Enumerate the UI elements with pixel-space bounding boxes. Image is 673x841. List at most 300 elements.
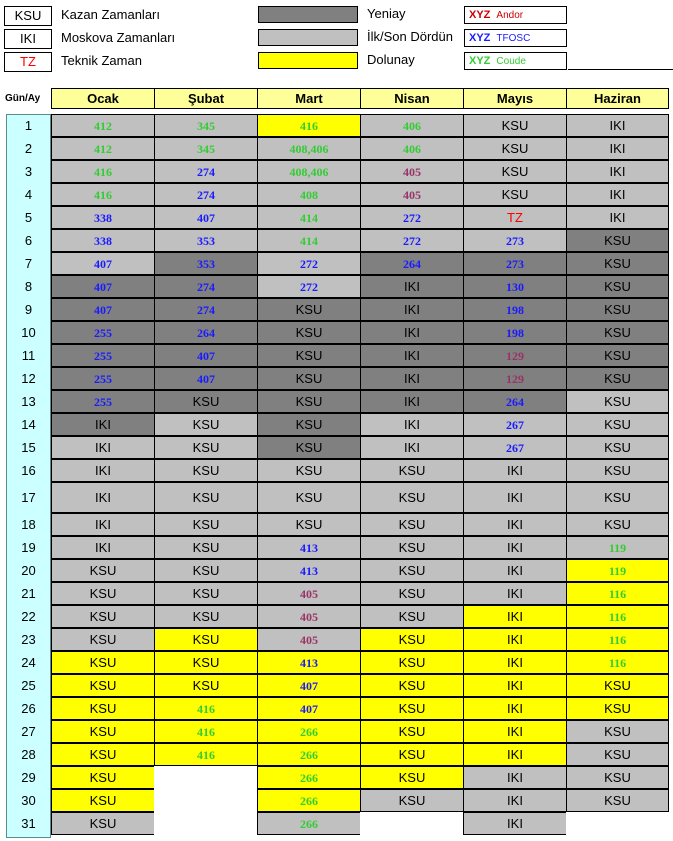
schedule-cell xyxy=(154,183,258,206)
schedule-cell xyxy=(463,114,567,137)
cell-value: KSU xyxy=(398,490,426,505)
schedule-cell xyxy=(463,367,567,390)
schedule-cell xyxy=(463,628,567,651)
cell-value: 405 xyxy=(300,633,318,647)
cell-value: 264 xyxy=(197,326,215,340)
cell-value: IKI xyxy=(95,540,111,555)
cell-value: IKI xyxy=(507,563,523,578)
schedule-cell xyxy=(360,628,464,651)
cell-value: KSU xyxy=(604,678,631,693)
schedule-cell xyxy=(154,582,258,605)
schedule-cell xyxy=(51,559,155,582)
schedule-cell xyxy=(154,436,258,459)
cell-value: KSU xyxy=(192,463,220,478)
schedule-cell xyxy=(51,252,155,275)
cell-value: KSU xyxy=(501,187,529,202)
schedule-cell xyxy=(257,183,361,206)
schedule-cell xyxy=(51,275,155,298)
schedule-cell xyxy=(360,367,464,390)
schedule-cell xyxy=(51,605,155,628)
schedule-cell xyxy=(463,275,567,298)
cell-value: KSU xyxy=(89,816,117,831)
cell-value: KSU xyxy=(295,463,323,478)
schedule-cell xyxy=(154,559,258,582)
day-label: 8 xyxy=(24,279,33,294)
cell-value: KSU xyxy=(604,770,631,785)
cell-value: 353 xyxy=(197,234,215,248)
cell-value: 273 xyxy=(506,257,524,271)
cell-value: 119 xyxy=(608,541,627,555)
schedule-cell xyxy=(360,344,464,367)
day-label: 6 xyxy=(24,233,33,248)
schedule-cell xyxy=(566,229,669,252)
cell-value: KSU xyxy=(192,540,220,555)
day-label: 11 xyxy=(21,348,36,363)
cell-value: 407 xyxy=(94,257,112,271)
schedule-cell xyxy=(257,513,361,536)
cell-value: KSU xyxy=(604,233,631,248)
cell-value: KSU xyxy=(604,490,631,505)
schedule-cell xyxy=(154,390,258,413)
schedule-cell xyxy=(51,183,155,206)
day-label: 9 xyxy=(24,302,33,317)
schedule-cell xyxy=(257,628,361,651)
cell-value: KSU xyxy=(192,440,220,455)
cell-value: IKI xyxy=(404,417,420,432)
cell-value: 116 xyxy=(608,587,627,601)
cell-value: 412 xyxy=(94,142,112,156)
schedule-cell xyxy=(360,605,464,628)
day-label: 3 xyxy=(24,164,33,179)
schedule-cell xyxy=(257,367,361,390)
schedule-cell xyxy=(360,812,464,835)
schedule-cell xyxy=(566,605,669,628)
cell-value: IKI xyxy=(507,655,523,670)
cell-value: 416 xyxy=(300,119,318,133)
cell-value: KSU xyxy=(398,517,426,532)
schedule-cell xyxy=(154,344,258,367)
day-label: 17 xyxy=(21,490,36,505)
schedule-cell xyxy=(257,536,361,559)
schedule-cell xyxy=(257,812,361,835)
cell-value: KSU xyxy=(604,747,631,762)
cell-value: 407 xyxy=(300,679,318,693)
cell-value: 414 xyxy=(300,234,318,248)
cell-value: 407 xyxy=(197,211,215,225)
cell-value: KSU xyxy=(398,463,426,478)
cell-value: IKI xyxy=(95,463,111,478)
schedule-cell xyxy=(257,413,361,436)
schedule-cell xyxy=(51,206,155,229)
cell-value: 274 xyxy=(197,280,215,294)
cell-value: KSU xyxy=(604,394,631,409)
cell-value: KSU xyxy=(89,609,117,624)
cell-value: KSU xyxy=(398,678,426,693)
schedule-cell xyxy=(360,674,464,697)
cell-value: 273 xyxy=(506,234,524,248)
schedule-cell xyxy=(463,651,567,674)
schedule-cell xyxy=(360,321,464,344)
schedule-cell xyxy=(51,137,155,160)
cell-value: KSU xyxy=(398,563,426,578)
legend-tfosc-code: XYZ xyxy=(469,32,491,44)
schedule-cell xyxy=(51,344,155,367)
schedule-cell xyxy=(566,137,669,160)
cell-value: 414 xyxy=(300,211,318,225)
cell-value: 408,406 xyxy=(289,142,329,156)
schedule-cell xyxy=(463,344,567,367)
cell-value: 266 xyxy=(300,771,318,785)
cell-value: TZ xyxy=(507,210,523,225)
cell-value: 264 xyxy=(403,257,421,271)
schedule-cell xyxy=(154,137,258,160)
schedule-cell xyxy=(154,298,258,321)
cell-value: 198 xyxy=(506,303,524,317)
cell-value: KSU xyxy=(192,394,220,409)
schedule-cell xyxy=(257,459,361,482)
schedule-cell xyxy=(360,114,464,137)
schedule-cell xyxy=(566,252,669,275)
legend-quarter-swatch xyxy=(258,29,358,46)
cell-value: KSU xyxy=(604,793,631,808)
schedule-cell xyxy=(360,536,464,559)
cell-value: KSU xyxy=(501,141,529,156)
cell-value: KSU xyxy=(604,348,631,363)
cell-value: KSU xyxy=(604,371,631,386)
cell-value: IKI xyxy=(95,517,111,532)
schedule-cell xyxy=(566,812,669,835)
cell-value: IKI xyxy=(404,325,420,340)
cell-value: 338 xyxy=(94,211,112,225)
cell-value: 413 xyxy=(300,541,318,555)
schedule-cell xyxy=(566,390,669,413)
cell-value: 264 xyxy=(506,395,524,409)
cell-value: KSU xyxy=(192,655,220,670)
cell-value: IKI xyxy=(609,118,626,133)
cell-value: KSU xyxy=(604,302,631,317)
schedule-cell xyxy=(154,367,258,390)
schedule-cell xyxy=(51,582,155,605)
schedule-cell xyxy=(257,789,361,812)
day-label: 26 xyxy=(21,701,36,716)
cell-value: KSU xyxy=(192,490,220,505)
schedule-cell xyxy=(566,743,669,766)
schedule-cell xyxy=(566,160,669,183)
schedule-cell xyxy=(257,743,361,766)
cell-value: KSU xyxy=(89,770,117,785)
schedule-cell xyxy=(360,229,464,252)
cell-value: 413 xyxy=(300,656,318,670)
schedule-cell xyxy=(257,229,361,252)
month-header-5: Haziran xyxy=(566,88,669,109)
cell-value: IKI xyxy=(404,279,420,294)
cell-value: KSU xyxy=(398,793,426,808)
schedule-cell xyxy=(257,720,361,743)
legend-tz-label: Teknik Zaman xyxy=(61,53,142,68)
schedule-cell xyxy=(51,321,155,344)
cell-value: 255 xyxy=(94,326,112,340)
day-label: 24 xyxy=(21,655,36,670)
cell-value: 406 xyxy=(403,119,421,133)
legend-iki-label: Moskova Zamanları xyxy=(61,30,176,45)
schedule-cell xyxy=(154,482,258,513)
schedule-cell xyxy=(360,720,464,743)
schedule-cell xyxy=(154,459,258,482)
cell-value: KSU xyxy=(89,747,117,762)
month-header-4: Mayıs xyxy=(463,88,567,109)
cell-value: IKI xyxy=(507,701,523,716)
schedule-cell xyxy=(51,413,155,436)
schedule-cell xyxy=(257,252,361,275)
schedule-cell xyxy=(566,674,669,697)
cell-value: KSU xyxy=(604,279,631,294)
schedule-cell xyxy=(463,766,567,789)
schedule-cell xyxy=(257,582,361,605)
cell-value: IKI xyxy=(609,187,626,202)
schedule-cell xyxy=(463,513,567,536)
cell-value: KSU xyxy=(398,747,426,762)
cell-value: KSU xyxy=(398,655,426,670)
cell-value: 413 xyxy=(300,564,318,578)
cell-value: 274 xyxy=(197,165,215,179)
schedule-cell xyxy=(257,344,361,367)
cell-value: 198 xyxy=(506,326,524,340)
cell-value: 255 xyxy=(94,349,112,363)
cell-value: KSU xyxy=(604,724,631,739)
cell-value: 416 xyxy=(197,702,215,716)
legend-quarter-label: İlk/Son Dördün xyxy=(367,29,453,44)
schedule-cell xyxy=(154,628,258,651)
schedule-cell xyxy=(51,628,155,651)
cell-value: KSU xyxy=(192,632,220,647)
legend-tfosc-label: TFOSC xyxy=(496,33,531,44)
cell-value: KSU xyxy=(398,609,426,624)
legend-newmoon-swatch xyxy=(258,6,358,23)
cell-value: KSU xyxy=(604,417,631,432)
cell-value: IKI xyxy=(507,770,523,785)
cell-value: KSU xyxy=(89,793,117,808)
month-header-1: Şubat xyxy=(154,88,258,109)
schedule-cell xyxy=(566,513,669,536)
schedule-cell xyxy=(51,459,155,482)
cell-value: KSU xyxy=(295,440,323,455)
schedule-cell xyxy=(463,789,567,812)
cell-value: KSU xyxy=(192,563,220,578)
day-label: 14 xyxy=(21,417,36,432)
cell-value: IKI xyxy=(404,348,420,363)
schedule-cell xyxy=(463,720,567,743)
cell-value: 274 xyxy=(197,303,215,317)
cell-value: 407 xyxy=(94,303,112,317)
cell-value: KSU xyxy=(501,164,529,179)
schedule-cell xyxy=(154,321,258,344)
schedule-cell xyxy=(51,298,155,321)
schedule-cell xyxy=(154,766,258,789)
schedule-cell xyxy=(566,275,669,298)
schedule-cell xyxy=(154,275,258,298)
schedule-cell xyxy=(51,367,155,390)
cell-value: 416 xyxy=(94,188,112,202)
schedule-cell xyxy=(154,160,258,183)
day-label: 16 xyxy=(21,463,36,478)
cell-value: IKI xyxy=(95,417,111,432)
schedule-cell xyxy=(360,275,464,298)
cell-value: 130 xyxy=(506,280,524,294)
schedule-cell xyxy=(154,513,258,536)
cell-value: KSU xyxy=(398,632,426,647)
schedule-cell xyxy=(566,651,669,674)
cell-value: 266 xyxy=(300,794,318,808)
schedule-cell xyxy=(566,367,669,390)
schedule-cell xyxy=(360,789,464,812)
cell-value: KSU xyxy=(295,325,323,340)
cell-value: IKI xyxy=(507,724,523,739)
cell-value: 119 xyxy=(608,564,627,578)
schedule-cell xyxy=(463,436,567,459)
schedule-cell xyxy=(257,482,361,513)
cell-value: 272 xyxy=(403,234,421,248)
cell-value: KSU xyxy=(604,440,631,455)
cell-value: 266 xyxy=(300,748,318,762)
schedule-cell xyxy=(154,720,258,743)
cell-value: KSU xyxy=(295,490,323,505)
schedule-cell xyxy=(566,459,669,482)
day-label: 19 xyxy=(21,540,36,555)
schedule-cell xyxy=(257,321,361,344)
schedule-cell xyxy=(360,298,464,321)
schedule-cell xyxy=(257,160,361,183)
legend-coude xyxy=(464,52,567,70)
schedule-cell xyxy=(566,436,669,459)
cell-value: IKI xyxy=(507,632,523,647)
cell-value: IKI xyxy=(507,517,523,532)
schedule-cell xyxy=(463,582,567,605)
day-label: 18 xyxy=(21,517,36,532)
cell-value: 407 xyxy=(197,349,215,363)
cell-value: KSU xyxy=(192,417,220,432)
cell-value: 345 xyxy=(197,119,215,133)
cell-value: 406 xyxy=(403,142,421,156)
legend-coude-label: Coude xyxy=(496,56,526,67)
day-label: 23 xyxy=(21,632,36,647)
cell-value: 267 xyxy=(506,441,524,455)
schedule-cell xyxy=(360,160,464,183)
cell-value: 405 xyxy=(300,610,318,624)
schedule-cell xyxy=(360,183,464,206)
cell-value: IKI xyxy=(609,210,626,225)
cell-value: 274 xyxy=(197,188,215,202)
cell-value: 416 xyxy=(94,165,112,179)
cell-value: 405 xyxy=(403,165,421,179)
schedule-cell xyxy=(154,697,258,720)
legend-ksu-swatch xyxy=(4,6,52,26)
schedule-cell xyxy=(257,137,361,160)
day-label: 10 xyxy=(21,325,36,340)
cell-value: KSU xyxy=(604,256,631,271)
schedule-cell xyxy=(463,536,567,559)
schedule-cell xyxy=(566,628,669,651)
cell-value: 408,406 xyxy=(289,165,329,179)
cell-value: 255 xyxy=(94,395,112,409)
cell-value: 405 xyxy=(403,188,421,202)
month-header-2: Mart xyxy=(257,88,361,109)
schedule-cell xyxy=(360,206,464,229)
schedule-cell xyxy=(463,605,567,628)
legend-fullmoon-swatch xyxy=(258,52,358,69)
cell-value: 408 xyxy=(300,188,318,202)
schedule-cell xyxy=(566,536,669,559)
month-header-3: Nisan xyxy=(360,88,464,109)
day-label: 31 xyxy=(21,816,36,831)
legend-ksu-label: Kazan Zamanları xyxy=(61,7,160,22)
schedule-cell xyxy=(566,321,669,344)
cell-value: 116 xyxy=(608,656,627,670)
schedule-cell xyxy=(566,582,669,605)
cell-value: IKI xyxy=(507,747,523,762)
cell-value: IKI xyxy=(507,816,523,831)
schedule-cell xyxy=(463,812,567,835)
cell-value: IKI xyxy=(507,678,523,693)
legend-andor-code: XYZ xyxy=(469,9,491,21)
cell-value: 407 xyxy=(94,280,112,294)
schedule-cell xyxy=(463,137,567,160)
cell-value: 405 xyxy=(300,587,318,601)
schedule-cell xyxy=(51,697,155,720)
legend-tz-code: TZ xyxy=(20,54,36,69)
cell-value: 272 xyxy=(403,211,421,225)
schedule-cell xyxy=(463,183,567,206)
schedule-cell xyxy=(463,413,567,436)
cell-value: KSU xyxy=(398,586,426,601)
day-label: 29 xyxy=(21,770,36,785)
cell-value: KSU xyxy=(89,655,117,670)
cell-value: IKI xyxy=(507,490,523,505)
cell-value: 255 xyxy=(94,372,112,386)
schedule-cell xyxy=(51,229,155,252)
legend-fullmoon-label: Dolunay xyxy=(367,52,415,67)
legend-newmoon-label: Yeniay xyxy=(367,6,406,21)
cell-value: 338 xyxy=(94,234,112,248)
schedule-cell xyxy=(463,697,567,720)
schedule-cell xyxy=(360,559,464,582)
legend-tz-swatch xyxy=(4,52,52,72)
schedule-cell xyxy=(51,482,155,513)
day-label: 5 xyxy=(24,210,33,225)
day-label: 27 xyxy=(21,724,36,739)
schedule-cell xyxy=(360,743,464,766)
cell-value: IKI xyxy=(507,609,523,624)
day-label: 2 xyxy=(24,141,33,156)
day-label: 1 xyxy=(24,118,33,133)
cell-value: IKI xyxy=(95,490,111,505)
schedule-cell xyxy=(51,789,155,812)
cell-value: KSU xyxy=(604,517,631,532)
day-label: 4 xyxy=(24,187,33,202)
cell-value: 353 xyxy=(197,257,215,271)
cell-value: 416 xyxy=(197,748,215,762)
cell-value: 345 xyxy=(197,142,215,156)
legend-tfosc xyxy=(464,29,567,47)
schedule-cell xyxy=(257,674,361,697)
cell-value: IKI xyxy=(404,371,420,386)
cell-value: IKI xyxy=(404,302,420,317)
schedule-cell xyxy=(51,390,155,413)
schedule-cell xyxy=(154,206,258,229)
cell-value: KSU xyxy=(398,540,426,555)
day-label: 22 xyxy=(21,609,36,624)
cell-value: KSU xyxy=(89,678,117,693)
schedule-cell xyxy=(154,229,258,252)
